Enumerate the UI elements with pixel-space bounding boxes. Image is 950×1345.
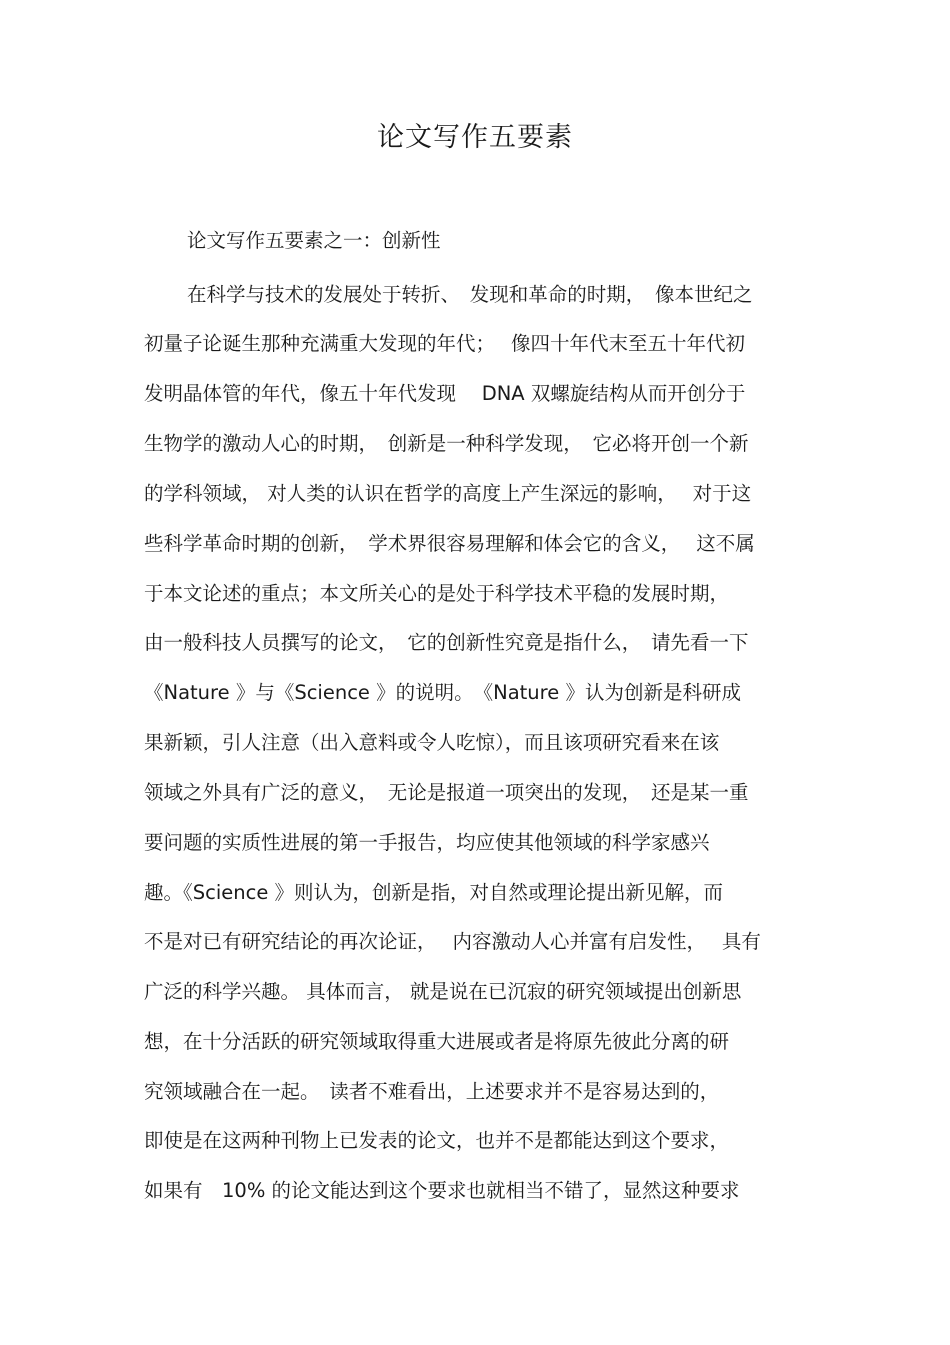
body-line: 趣。《Science 》则认为，创新是指，对自然或理论提出新见解，而 bbox=[144, 881, 724, 904]
body-line: 果新颖，引人注意（出入意料或令人吃惊），而且该项研究看来在该 bbox=[144, 731, 720, 754]
body-line: 不是对已有研究结论的再次论证， 内容激动人心并富有启发性， 具有 bbox=[144, 930, 761, 953]
body-line: 想，在十分活跃的研究领域取得重大进展或者是将原先彼此分离的研 bbox=[144, 1030, 730, 1053]
body-line: 究领域融合在一起。 读者不难看出，上述要求并不是容易达到的， bbox=[144, 1080, 720, 1103]
body-line: 《Nature 》与《Science 》的说明。 《Nature 》认为创新是科研成 bbox=[144, 681, 741, 704]
body-line: 如果有 10% 的论文能达到这个要求也就相当不错了，显然这种要求 bbox=[144, 1179, 740, 1202]
section-heading: 论文写作五要素之一：创新性 bbox=[187, 229, 441, 252]
body-line: 即使是在这两种刊物上已发表的论文，也并不是都能达到这个要求， bbox=[144, 1129, 730, 1152]
body-line: 在科学与技术的发展处于转折、 发现和革命的时期， 像本世纪之 bbox=[187, 283, 753, 306]
body-line: 由一般科技人员撰写的论文， 它的创新性究竟是指什么， 请先看一下 bbox=[144, 631, 749, 654]
body-line: 广泛的科学兴趣。 具体而言， 就是说在已沉寂的研究领域提出创新思 bbox=[144, 980, 742, 1003]
body-line: 生物学的激动人心的时期， 创新是一种科学发现， 它必将开创一个新 bbox=[144, 432, 749, 455]
body-line: 于本文论述的重点；本文所关心的是处于科学技术平稳的发展时期， bbox=[144, 582, 730, 605]
body-line: 领域之外具有广泛的意义， 无论是报道一项突出的发现， 还是某一重 bbox=[144, 781, 749, 804]
body-line: 初量子论诞生那种充满重大发现的年代； 像四十年代末至五十年代初 bbox=[144, 332, 745, 355]
document-title: 论文写作五要素 bbox=[377, 122, 573, 153]
body-line: 发明晶体管的年代，像五十年代发现 DNA 双螺旋结构从而开创分于 bbox=[144, 382, 746, 405]
body-line: 的学科领域， 对人类的认识在哲学的高度上产生深远的影响， 对于这 bbox=[144, 482, 752, 505]
body-line: 要问题的实质性进展的第一手报告，均应使其他领域的科学家感兴 bbox=[144, 831, 710, 854]
body-line: 些科学革命时期的创新， 学术界很容易理解和体会它的含义， 这不属 bbox=[144, 532, 755, 555]
